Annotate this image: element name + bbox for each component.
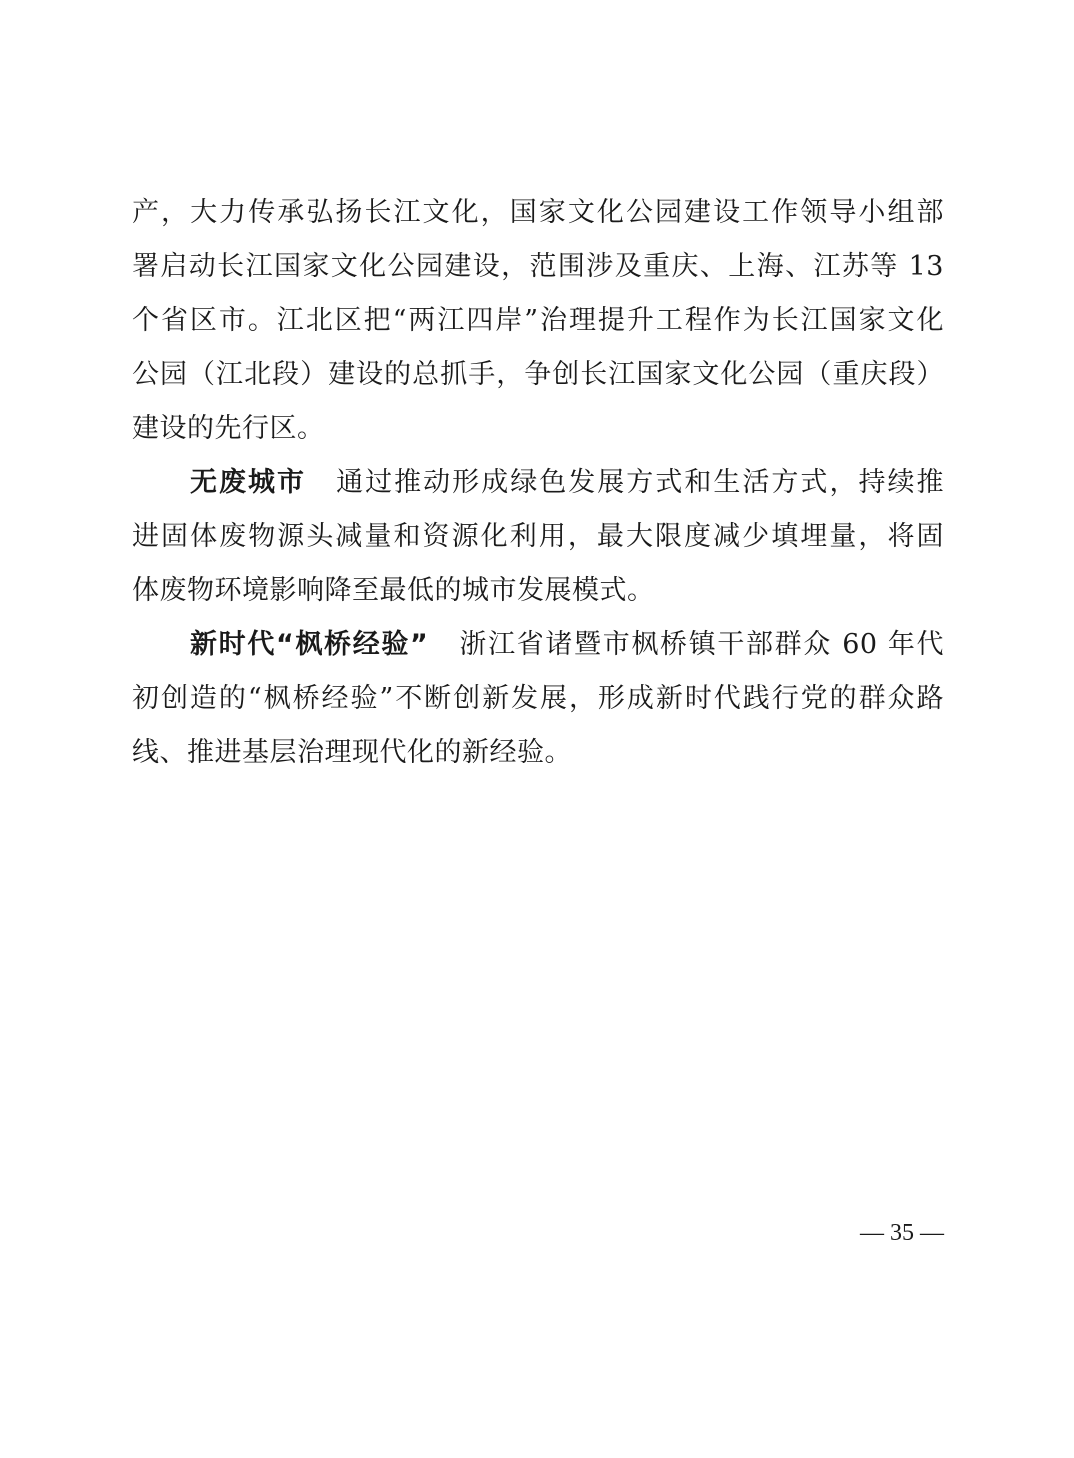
text-line bbox=[132, 456, 944, 510]
paragraph-yangtze-culture-park bbox=[132, 186, 944, 456]
text-line: 产，大力传承弘扬长江文化，国家文化公园建设工作领导小组部 bbox=[132, 197, 944, 228]
paragraph-zero-waste-city bbox=[132, 456, 944, 618]
document-body bbox=[132, 186, 944, 780]
page-number: — 35 — bbox=[860, 1220, 944, 1246]
text-line: 公园（江北段）建设的总抓手，争创长江国家文化公园（重庆段） bbox=[132, 359, 944, 390]
text-line: 线、推进基层治理现代化的新经验。 bbox=[132, 737, 572, 768]
text-line: 初创造的“枫桥经验”不断创新发展，形成新时代践行党的群众路 bbox=[132, 683, 944, 714]
paragraph-fengqiao-experience bbox=[132, 618, 944, 780]
glossary-term: 新时代“枫桥经验” bbox=[190, 629, 429, 660]
text-line: 署启动长江国家文化公园建设，范围涉及重庆、上海、江苏等 13 bbox=[132, 251, 944, 282]
text-line bbox=[132, 618, 944, 672]
text-line: 进固体废物源头减量和资源化利用，最大限度减少填埋量，将固 bbox=[132, 521, 944, 552]
glossary-term: 无废城市 bbox=[190, 467, 307, 498]
text-line: 体废物环境影响降至最低的城市发展模式。 bbox=[132, 575, 655, 606]
definition-text: 浙江省诸暨市枫桥镇干部群众 60 年代 bbox=[458, 629, 944, 660]
text-line: 个省区市。江北区把“两江四岸”治理提升工程作为长江国家文化 bbox=[132, 305, 944, 336]
text-line: 建设的先行区。 bbox=[132, 413, 325, 444]
definition-text: 通过推动形成绿色发展方式和生活方式，持续推 bbox=[336, 467, 945, 498]
